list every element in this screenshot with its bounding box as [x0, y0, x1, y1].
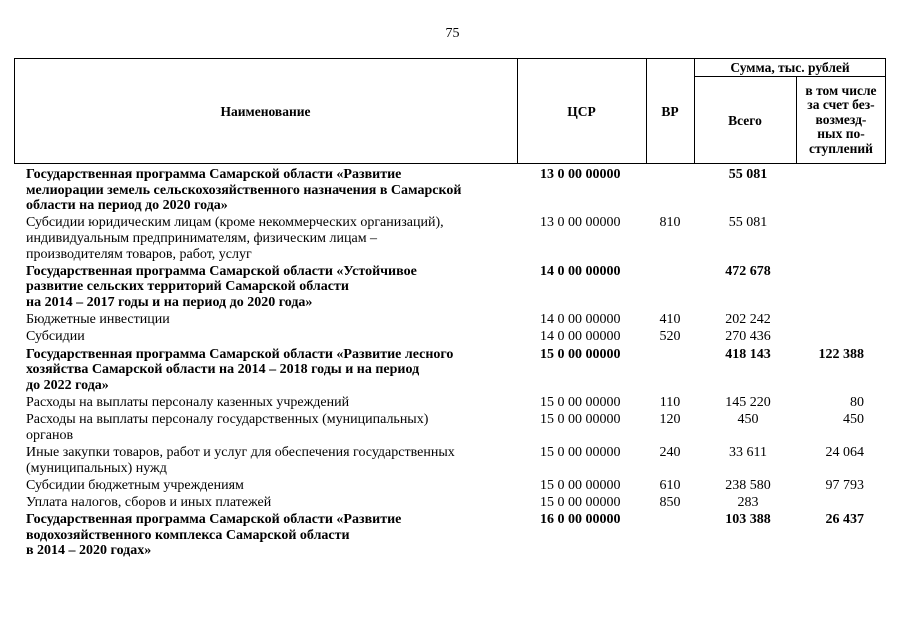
row-name: Государственная программа Самарской области «Развитие водохозяйственного комплекса Самарской области в 2014 – 2020 годах»: [26, 512, 402, 559]
table-row: [0, 264, 905, 311]
row-free: 97 793: [825, 477, 864, 493]
header-total: Всего: [728, 112, 762, 128]
table-row: [0, 347, 905, 394]
table-row: [0, 478, 905, 494]
row-csr: 14 0 00 00000: [540, 329, 621, 345]
row-csr: 15 0 00 00000: [540, 495, 621, 510]
row-total: 418 143: [725, 346, 771, 362]
row-csr: 15 0 00 00000: [540, 477, 621, 493]
row-vr: 410: [659, 312, 681, 328]
row-free: 24 064: [825, 445, 864, 460]
table-row: [0, 312, 905, 328]
header-name: Наименование: [220, 103, 311, 119]
row-total: 283: [737, 495, 759, 510]
row-vr: 110: [659, 395, 681, 410]
table-row: [0, 412, 905, 443]
header-amount-group: Сумма, тыс. рублей: [730, 59, 850, 75]
table-row: [0, 215, 905, 262]
row-total: 238 580: [725, 477, 771, 493]
row-total: 270 436: [725, 329, 771, 345]
row-total: 202 242: [725, 312, 771, 328]
row-vr: 610: [659, 477, 681, 493]
row-total: 472 678: [725, 263, 771, 279]
row-name: Бюджетные инвестиции: [26, 312, 170, 328]
row-csr: 16 0 00 00000: [540, 512, 621, 528]
table-row: [0, 329, 905, 345]
row-free: 80: [850, 395, 864, 410]
row-name: Государственная программа Самарской области «Устойчивое развитие сельских территорий Самарской области на 2014 – 2017 годы и на период до 2020 года»: [26, 263, 417, 310]
row-csr: 15 0 00 00000: [540, 445, 621, 460]
row-name: Расходы на выплаты персоналу казенных учреждений: [26, 395, 350, 410]
row-csr: 13 0 00 00000: [540, 215, 621, 231]
row-vr: 850: [659, 495, 681, 510]
table-row: [0, 445, 905, 476]
row-free: 26 437: [825, 512, 864, 528]
row-total: 55 081: [728, 215, 768, 231]
row-total: 33 611: [729, 445, 767, 460]
row-name: Иные закупки товаров, работ и услуг для обеспечения государственных (муниципальных) нужд: [26, 445, 455, 476]
row-vr: 120: [659, 412, 681, 428]
header-csr: ЦСР: [567, 103, 596, 119]
table-row: [0, 167, 905, 214]
row-name: Государственная программа Самарской области «Развитие мелиорации земель сельскохозяйственного назначения в Самарской области на период до 2020 года»: [26, 167, 462, 214]
row-total: 103 388: [725, 512, 771, 528]
row-csr: 15 0 00 00000: [540, 395, 621, 410]
row-csr: 14 0 00 00000: [540, 263, 621, 279]
table-row: [0, 395, 905, 411]
row-name: Государственная программа Самарской области «Развитие лесного хозяйства Самарской области на 2014 – 2018 годы и на период до 2022 года»: [26, 346, 454, 393]
row-name: Субсидии: [26, 329, 85, 345]
row-csr: 15 0 00 00000: [540, 346, 621, 362]
row-free: 450: [843, 412, 864, 428]
row-csr: 13 0 00 00000: [540, 167, 621, 182]
row-total: 55 081: [728, 167, 768, 182]
row-vr: 810: [659, 215, 681, 231]
row-name: Уплата налогов, сборов и иных платежей: [26, 495, 272, 510]
row-free: 122 388: [818, 346, 864, 362]
row-total: 450: [737, 412, 759, 428]
header-vr: ВР: [661, 103, 679, 119]
row-csr: 14 0 00 00000: [540, 312, 621, 328]
row-name: Субсидии юридическим лицам (кроме некоммерческих организаций), индивидуальным предпринимателям, физическим лицам – производителям товаров, работ, услуг: [26, 215, 444, 262]
row-vr: 240: [659, 445, 681, 460]
table-header: [14, 58, 886, 164]
row-total: 145 220: [725, 395, 771, 410]
page-number: 75: [445, 26, 460, 41]
table-row: [0, 512, 905, 559]
header-incl-free: в том числе за счет без- возмезд- ных по- ступлений: [805, 82, 877, 156]
row-csr: 15 0 00 00000: [540, 412, 621, 428]
row-name: Субсидии бюджетным учреждениям: [26, 477, 244, 493]
table-row: [0, 495, 905, 511]
row-name: Расходы на выплаты персоналу государственных (муниципальных) органов: [26, 412, 429, 443]
row-vr: 520: [659, 329, 681, 345]
